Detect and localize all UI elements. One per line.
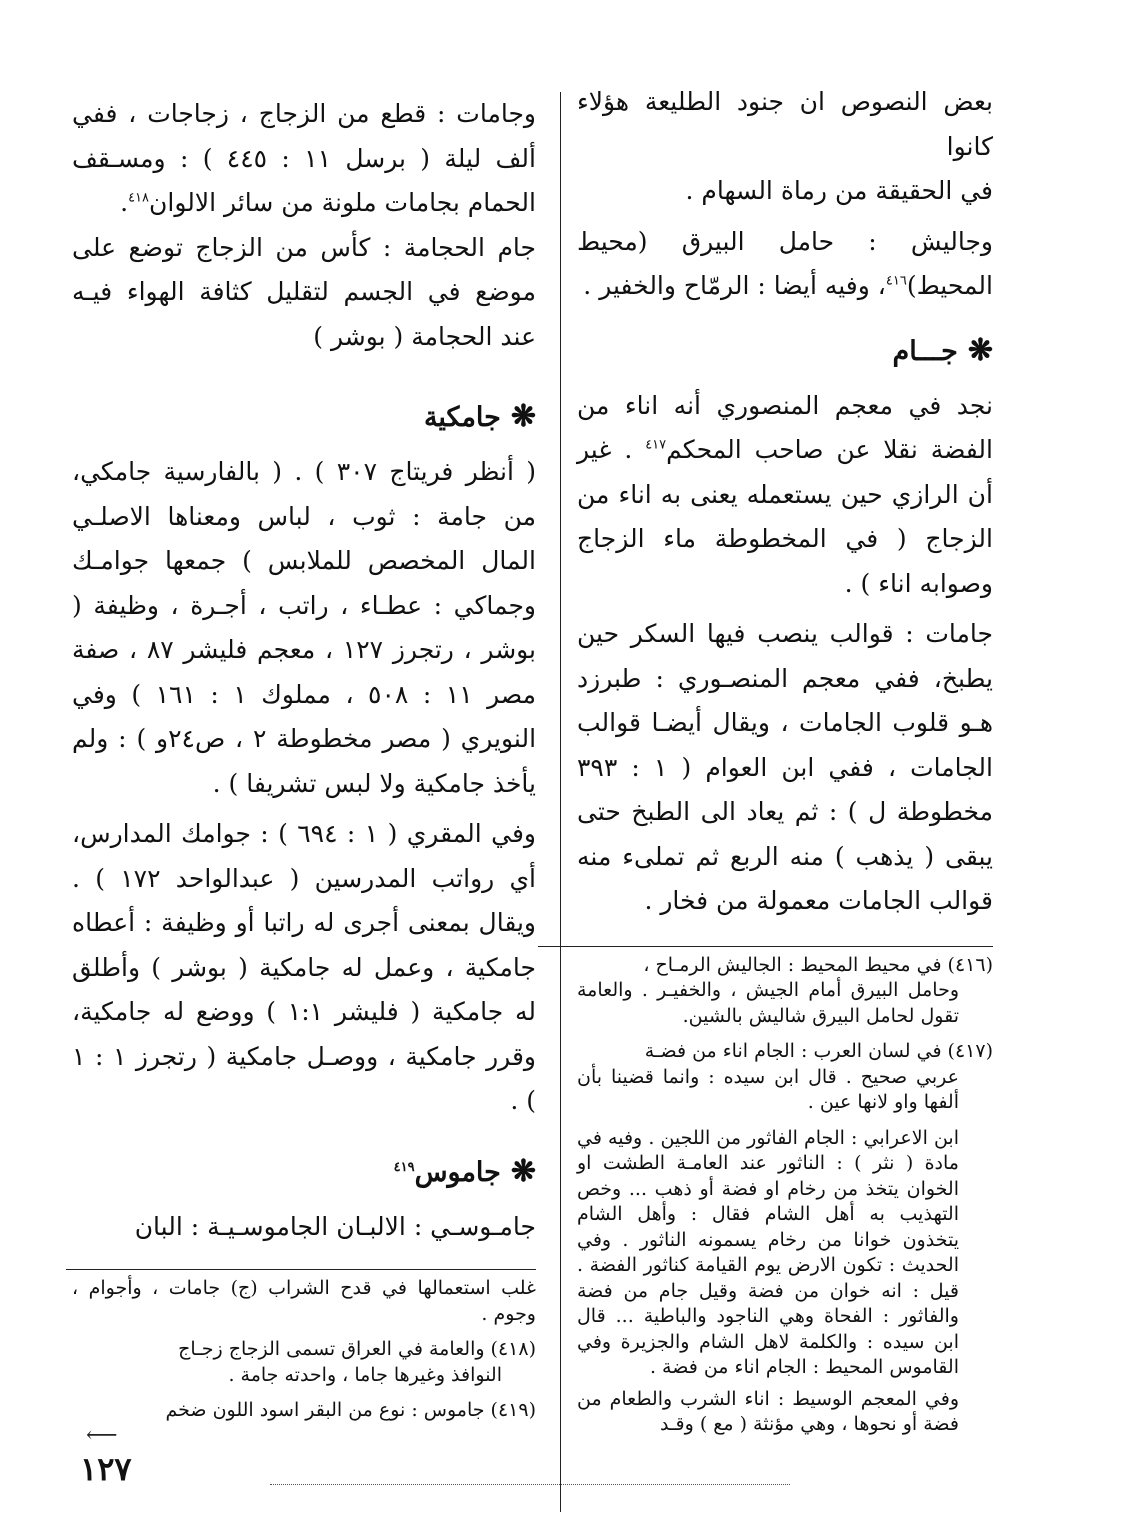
- right-column: [577, 80, 993, 1438]
- footnote: [577, 1039, 993, 1116]
- footnote-rule: [538, 946, 993, 947]
- text-span: وجامات : قطع من الزجاج ، زجاجات ، ففي ألف ليلة ( برسل ١١ : ٤٤٥ ) : ومسـقف الحمام بجامات ملونة من سائر الالوان: [72, 99, 536, 217]
- footnote-text: والعامة في العراق تسمى الزجاج زجـاج: [178, 1338, 485, 1360]
- column-divider: [560, 92, 561, 1512]
- entry-heading: [72, 393, 536, 442]
- text-line: في الحقيقة من رماة السهام .: [685, 176, 993, 205]
- text-span: وجاليش : حامل البيرق (محيط المحيط): [577, 226, 993, 300]
- bottom-rule: [270, 1484, 790, 1485]
- footnote-ref[interactable]: ٤١٧: [645, 437, 667, 453]
- footnote-ref[interactable]: ٤١٦: [885, 273, 907, 289]
- paragraph: جامـوسـي : الالبـان الجاموسـيـة : البان: [134, 1211, 536, 1241]
- footnote-number: (٤١٩): [490, 1399, 536, 1421]
- footnote-paragraph: ابن الاعرابي : الجام الفاثور من اللجين . وفيه في مادة ( نثر ) : الناثور عند العامـة الطشت او الخوان يتخذ من رخام او فضة أو ذهب ... وخص التهذيب به أهل الشام فقال : وأهل الشام يتخذون خوانا من رخام يسمونه الناثور . وفي الحديث : تكون الارض يوم القيامة كناثور الفضة . قيل : انه خوان من فضة وقيل جام من فضة والفاثور : الفحاة وهي الناجود والباطية ... قال ابن سيده : والكلمة لاهل الشام والجزيرة وفي القاموس المحيط : الجام اناء من فضة .: [577, 1126, 959, 1378]
- left-column: [72, 92, 536, 1434]
- text-line: بعض النصوص ان جنود الطليعة هؤلاء كانوا: [577, 87, 993, 161]
- footnote-number: (٤١٧): [947, 1040, 993, 1062]
- footnote-paragraph: وفي المعجم الوسيط : اناء الشرب والطعام من فضة أو نحوها ، وهي مؤنثة ( مع ) وقـد: [577, 1387, 959, 1435]
- footnote-text: في لسان العرب : الجام اناء من فضـة: [644, 1040, 942, 1062]
- text-span: نجد في معجم المنصوري أنه اناء من الفضة نقلا عن صاحب المحكم: [577, 390, 993, 464]
- footnote-text: النوافذ وغيرها جاما ، واحدته جامة .: [228, 1363, 502, 1386]
- footnote-text: عربي صحيح . قال ابن سيده : وانما قضينا بأن ألفها واو لانها عين .: [577, 1065, 959, 1113]
- paragraph: [577, 80, 993, 214]
- footnote: غلب استعمالها في قدح الشراب (ج) جامات ، وأجوام ، وجوم .: [72, 1277, 536, 1325]
- asterism-icon: ❋: [510, 1153, 536, 1189]
- heading-text: جامكية: [423, 402, 501, 433]
- page-number: ١٢٧: [80, 1450, 132, 1488]
- asterism-icon: ❋: [510, 399, 536, 434]
- entry-heading: [72, 1148, 536, 1197]
- footnote-text: جاموس : نوع من البقر اسود اللون ضخم: [165, 1399, 485, 1421]
- asterism-icon: ❋: [967, 332, 993, 368]
- heading-text: جاموس: [414, 1156, 501, 1188]
- footnote: [72, 1337, 536, 1388]
- text-span: . غير أن الرازي حين يستعمله يعنى به اناء من الزجاج ( في المخطوطة ماء الزجاج وصوابه اناء ) .: [577, 435, 993, 598]
- paragraph: وفي المقري ( ١ : ٦٩٤ ) : جوامك المدارس، أي رواتب المدرسين ( عبدالواحد ١٧٢ ) . ويقال بمعنى أجرى له راتبا أو وظيفة : أعطاه جامكية ، وعمل له جامكية ( بوشر ) وأطلق له جامكية ( فليشر ١:١ ) ووضع له جامكية، وقرر جامكية ، ووصـل جامكية ( رتجرز ١ : ١ ) .: [72, 819, 536, 1115]
- footnote-text: في محيط المحيط : الجاليش الرمـاح ،: [643, 953, 942, 976]
- paragraph: [577, 384, 993, 607]
- footnote-ref[interactable]: ٤١٨: [128, 190, 150, 206]
- text-span: ، وفيه أيضا : الرمّاح والخفير .: [583, 271, 886, 300]
- paragraph: [577, 220, 993, 309]
- paragraph: جام الحجامة : كأس من الزجاج توضع على موضع في الجسم لتقليل كثافة الهواء فيـه عند الحجامة ( بوشر ): [72, 232, 536, 351]
- footnote-text: وحامل البيرق أمام الجيش ، والخفيـر . والعامة تقول لحامل البيرق شاليش بالشين.: [577, 979, 959, 1027]
- paragraph: [72, 92, 536, 226]
- text-span: .: [120, 188, 129, 217]
- footnote-number: (٤١٦): [947, 953, 993, 976]
- footnote: [72, 1398, 536, 1424]
- footnote-rule: [66, 1269, 536, 1270]
- continuation-arrow-icon: ⟵: [86, 1423, 118, 1448]
- paragraph: جامات : قوالب ينصب فيها السكر حين يطبخ، ففي معجم المنصـوري : طبرزد هـو قلوب الجامات ، ويقال أيضـا قوالب الجامات ، ففي ابن العوام ( ١ : ٣٩٣ مخطوطة ل ) : ثم يعاد الى الطبخ حتى يبقى ( يذهب ) منه الربع ثم تملىء منه قوالب الجامات معمولة من فخار .: [577, 619, 993, 915]
- entry-heading: [577, 327, 993, 376]
- footnote-number: (٤١٨): [490, 1338, 536, 1360]
- footnote: [577, 953, 993, 1030]
- footnote-ref[interactable]: ٤١٩: [393, 1159, 415, 1175]
- paragraph: ( أنظر فريتاج ٣٠٧ ) . ( بالفارسية جامكي، من جامة : ثوب ، لباس ومعناها الاصلـي المال المخصص للملابس ) جمعها جوامـك وجماكي : عطـاء ، راتب ، أجـرة ، وظيفة ( بوشر ، رتجرز ١٢٧ ، معجم فليشر ٨٧ ، صفة مصر ١١ : ٥٠٨ ، مملوك ١ : ١٦١ ) وفي النويري ( مصر مخطوطة ٢ ، ص٢٤و ) : ولم يأخذ جامكية ولا لبس تشريفا ) .: [72, 457, 537, 798]
- heading-text: جـــام: [892, 335, 958, 367]
